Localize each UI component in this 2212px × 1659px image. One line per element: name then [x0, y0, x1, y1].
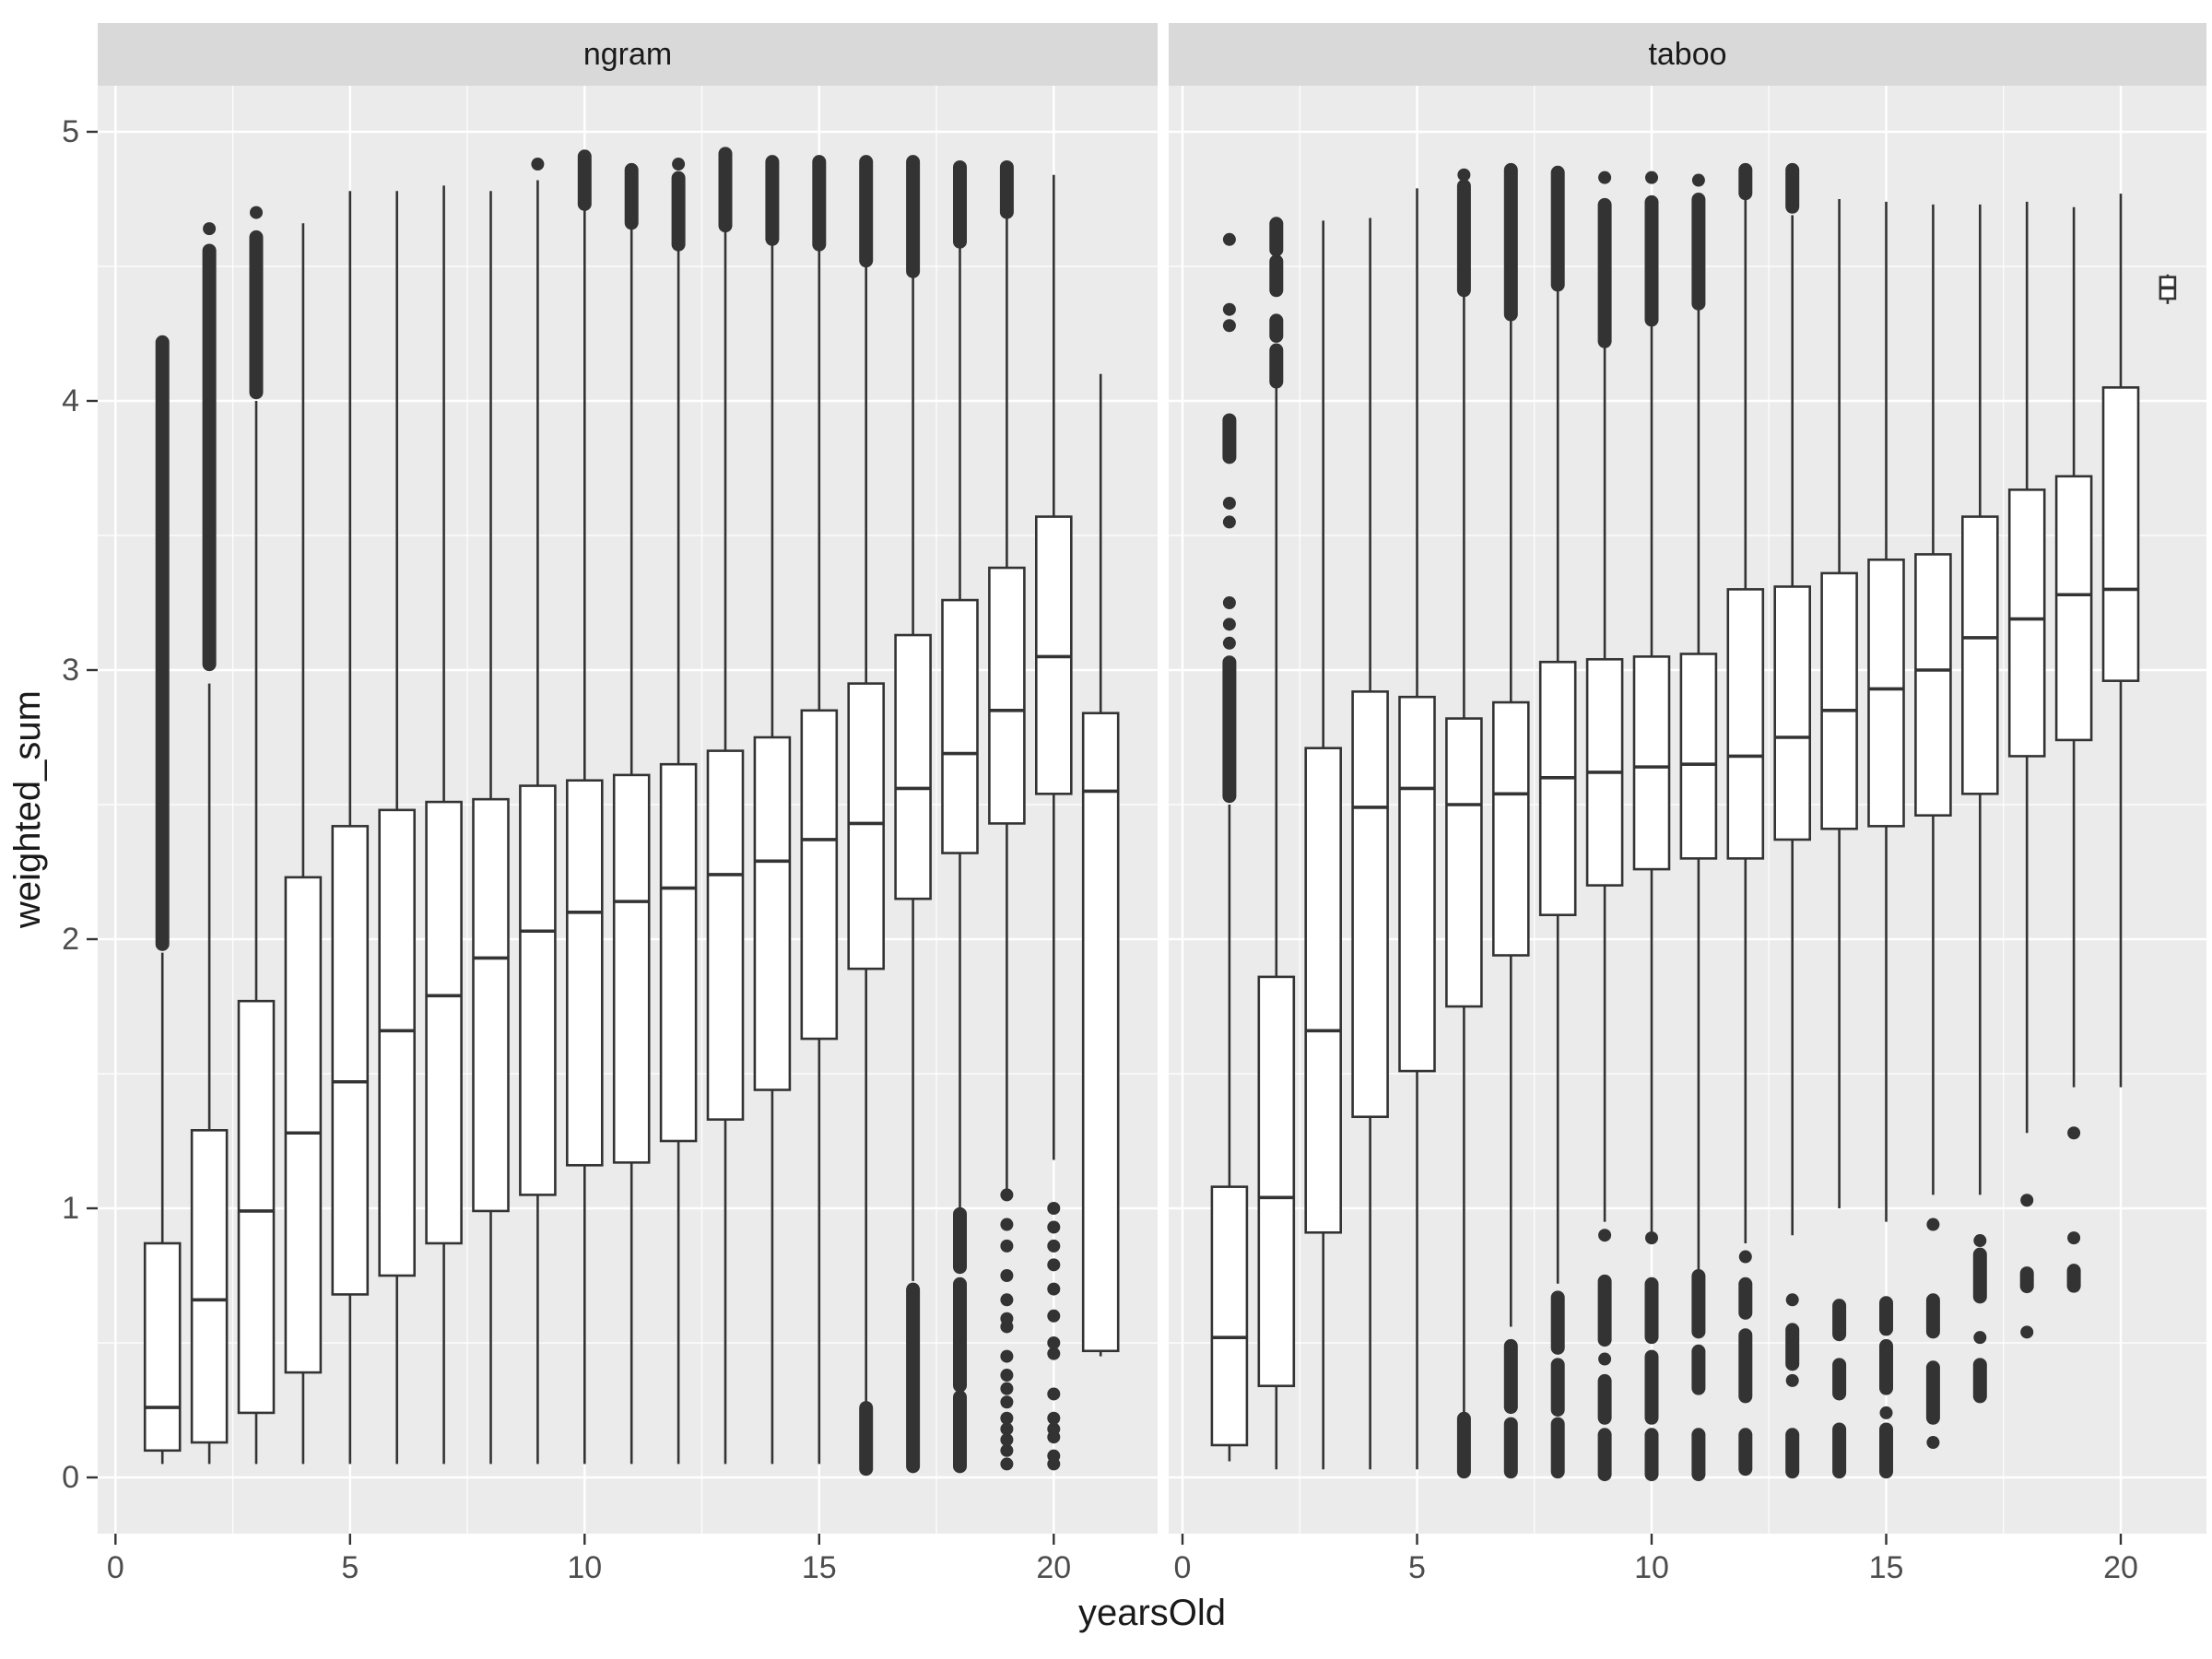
box-iqr: [2056, 477, 2091, 740]
box-iqr: [1634, 656, 1669, 869]
outlier-point: [1000, 1369, 1013, 1382]
box-iqr: [567, 781, 602, 1166]
outlier-point: [1223, 618, 1236, 630]
box-iqr: [802, 711, 837, 1039]
outlier-cluster: [1926, 1293, 1940, 1338]
outlier-cluster: [1832, 1422, 1846, 1478]
box-iqr: [145, 1243, 180, 1451]
box-iqr: [1775, 586, 1810, 839]
outlier-point: [1000, 1395, 1013, 1408]
outlier-cluster: [1551, 166, 1565, 292]
outlier-cluster: [1598, 1374, 1612, 1425]
outlier-point: [1047, 1202, 1060, 1215]
outlier-cluster: [1832, 1299, 1846, 1341]
outlier-point: [1223, 596, 1236, 609]
outlier-point: [1000, 1312, 1013, 1325]
outlier-cluster: [1645, 195, 1659, 326]
outlier-cluster: [2020, 1266, 2034, 1293]
outlier-point: [1047, 1412, 1060, 1425]
outlier-cluster: [1645, 1277, 1659, 1344]
outlier-point: [1000, 1412, 1013, 1425]
facet-strip-taboo: [1169, 23, 2206, 86]
outlier-cluster: [859, 1401, 873, 1476]
x-tick-label: 15: [1868, 1550, 1904, 1585]
outlier-cluster: [1738, 1328, 1752, 1403]
outlier-point: [1000, 1218, 1013, 1231]
x-tick-label: 20: [1036, 1550, 1072, 1585]
y-tick-label: 0: [62, 1460, 79, 1495]
box-iqr: [614, 775, 649, 1162]
outlier-point: [1739, 1251, 1752, 1264]
outlier-point: [1598, 1229, 1611, 1241]
outlier-cluster: [203, 243, 217, 671]
outlier-cluster: [1645, 1350, 1659, 1425]
x-tick-label: 0: [1173, 1550, 1192, 1585]
outlier-cluster: [859, 155, 873, 267]
outlier-point: [672, 158, 685, 171]
outlier-point: [1223, 319, 1236, 332]
outlier-cluster: [812, 155, 826, 252]
outlier-cluster: [1504, 1418, 1518, 1479]
outlier-cluster: [1738, 1277, 1752, 1320]
outlier-cluster: [672, 171, 686, 252]
box-iqr: [1212, 1187, 1247, 1445]
outlier-cluster: [625, 163, 639, 229]
outlier-cluster: [906, 155, 920, 278]
outlier-point: [1223, 515, 1236, 528]
x-tick-label: 15: [801, 1550, 837, 1585]
box-iqr: [989, 568, 1024, 823]
outlier-cluster: [1457, 179, 1471, 297]
box-iqr: [427, 802, 462, 1243]
outlier-point: [1973, 1331, 1986, 1344]
outlier-cluster: [1269, 313, 1283, 343]
box-iqr: [849, 684, 884, 970]
box-iqr: [333, 826, 368, 1294]
outlier-cluster: [1504, 163, 1518, 322]
outlier-point: [1047, 1283, 1060, 1296]
outlier-point: [1223, 497, 1236, 510]
box-iqr: [1962, 517, 1997, 794]
box-iqr: [1353, 691, 1388, 1116]
outlier-cluster: [1926, 1360, 1940, 1424]
outlier-point: [1000, 1269, 1013, 1282]
outlier-cluster: [1551, 1358, 1565, 1417]
boxplot-taboo-year-21: [2160, 275, 2175, 304]
y-tick-label: 5: [62, 114, 79, 149]
outlier-point: [1047, 1387, 1060, 1400]
outlier-cluster: [1598, 1428, 1612, 1481]
outlier-point: [1000, 1293, 1013, 1306]
outlier-cluster: [1269, 254, 1283, 297]
x-axis-title: yearsOld: [1077, 1593, 1227, 1633]
outlier-point: [250, 206, 263, 219]
outlier-cluster: [1551, 1290, 1565, 1354]
outlier-cluster: [1785, 1428, 1799, 1478]
outlier-cluster: [719, 147, 733, 232]
outlier-point: [2020, 1325, 2033, 1338]
box-iqr: [1493, 702, 1528, 955]
outlier-cluster: [1832, 1358, 1846, 1400]
outlier-cluster: [1785, 1323, 1799, 1371]
panel-ngram: [98, 23, 1158, 1585]
outlier-point: [1000, 1240, 1013, 1253]
outlier-point: [1223, 637, 1236, 650]
box-iqr: [896, 635, 931, 899]
outlier-cluster: [2067, 1264, 2081, 1293]
outlier-cluster: [156, 335, 170, 951]
outlier-cluster: [1879, 1339, 1893, 1395]
outlier-point: [531, 158, 544, 171]
box-iqr: [1306, 748, 1341, 1233]
outlier-point: [1047, 1450, 1060, 1463]
x-tick-label: 10: [1634, 1550, 1669, 1585]
box-iqr: [474, 799, 509, 1211]
box-iqr: [708, 751, 743, 1120]
x-tick-label: 5: [1408, 1550, 1426, 1585]
box-iqr: [1915, 554, 1950, 815]
outlier-point: [1000, 1382, 1013, 1395]
box-iqr: [661, 764, 696, 1141]
outlier-cluster: [1785, 163, 1799, 214]
box-iqr: [192, 1130, 227, 1442]
outlier-cluster: [1645, 1428, 1659, 1481]
x-tick-label: 20: [2103, 1550, 2138, 1585]
box-iqr: [1869, 559, 1904, 826]
box-iqr: [380, 810, 415, 1276]
outlier-point: [1926, 1436, 1939, 1449]
outlier-point: [1926, 1218, 1939, 1231]
facet-strip-ngram: [98, 23, 1158, 86]
outlier-cluster: [906, 1283, 920, 1474]
outlier-point: [1880, 1406, 1893, 1419]
y-tick-label: 3: [62, 653, 79, 688]
outlier-cluster: [1973, 1248, 1987, 1304]
outlier-cluster: [1000, 160, 1014, 219]
box-iqr: [2103, 387, 2138, 680]
outlier-cluster: [1879, 1296, 1893, 1335]
y-tick-label: 2: [62, 922, 79, 957]
outlier-point: [1223, 303, 1236, 316]
box-iqr: [1083, 713, 1118, 1351]
outlier-point: [2020, 1194, 2033, 1206]
outlier-cluster: [953, 1207, 967, 1274]
outlier-cluster: [578, 149, 592, 211]
facet-strip-taboo-label: taboo: [1648, 36, 1727, 72]
outlier-cluster: [1269, 217, 1283, 256]
outlier-point: [1000, 1457, 1013, 1470]
outlier-cluster: [953, 160, 967, 249]
outlier-cluster: [1504, 1339, 1518, 1414]
outlier-point: [1047, 1240, 1060, 1253]
outlier-point: [2067, 1231, 2080, 1244]
outlier-point: [1598, 171, 1611, 184]
outlier-point: [1047, 1258, 1060, 1271]
outlier-point: [1692, 174, 1705, 187]
outlier-point: [1645, 171, 1658, 184]
outlier-point: [1786, 1374, 1799, 1387]
outlier-cluster: [1691, 1428, 1705, 1481]
outlier-cluster: [1457, 1412, 1471, 1478]
outlier-point: [1645, 1231, 1658, 1244]
box-iqr: [943, 600, 978, 853]
y-tick-label: 1: [62, 1191, 79, 1226]
outlier-cluster: [1738, 163, 1752, 200]
outlier-cluster: [1222, 413, 1236, 464]
box-iqr: [2009, 489, 2044, 756]
box-iqr: [1728, 589, 1763, 858]
outlier-cluster: [1269, 344, 1283, 389]
outlier-point: [1786, 1293, 1799, 1306]
box-iqr: [286, 877, 321, 1372]
outlier-cluster: [1598, 198, 1612, 348]
outlier-cluster: [1691, 1345, 1705, 1395]
box-iqr: [1540, 662, 1575, 914]
outlier-point: [203, 222, 216, 235]
box-iqr: [520, 786, 555, 1195]
outlier-point: [1047, 1336, 1060, 1349]
box-iqr: [1259, 977, 1294, 1386]
facet-strip-ngram-label: ngram: [582, 36, 673, 72]
y-tick-label: 4: [62, 383, 79, 418]
outlier-cluster: [250, 230, 264, 399]
outlier-point: [1000, 1188, 1013, 1201]
outlier-cluster: [1691, 193, 1705, 311]
box-iqr: [1400, 697, 1435, 1071]
outlier-cluster: [1222, 655, 1236, 803]
outlier-point: [1047, 1310, 1060, 1323]
outlier-cluster: [953, 1277, 967, 1393]
outlier-cluster: [1738, 1428, 1752, 1476]
outlier-point: [1457, 169, 1470, 182]
outlier-point: [1973, 1234, 1986, 1247]
box-iqr: [239, 1001, 274, 1413]
outlier-point: [1223, 233, 1236, 246]
outlier-point: [1598, 1353, 1611, 1366]
outlier-point: [1000, 1350, 1013, 1363]
outlier-cluster: [1691, 1269, 1705, 1338]
outlier-point: [2067, 1126, 2080, 1139]
x-tick-label: 10: [567, 1550, 603, 1585]
outlier-cluster: [1551, 1418, 1565, 1479]
panel-taboo: [1169, 23, 2206, 1585]
outlier-cluster: [953, 1390, 967, 1473]
x-tick-label: 5: [341, 1550, 359, 1585]
box-iqr: [1822, 573, 1857, 829]
outlier-cluster: [1973, 1358, 1987, 1403]
x-tick-label: 0: [106, 1550, 124, 1585]
y-axis-title: weighted_sum: [7, 690, 48, 928]
box-iqr: [1681, 653, 1716, 858]
outlier-cluster: [765, 155, 779, 246]
box-iqr: [755, 737, 790, 1090]
outlier-cluster: [1598, 1275, 1612, 1347]
outlier-cluster: [1879, 1422, 1893, 1478]
box-iqr: [1446, 719, 1481, 1006]
outlier-point: [1047, 1220, 1060, 1233]
